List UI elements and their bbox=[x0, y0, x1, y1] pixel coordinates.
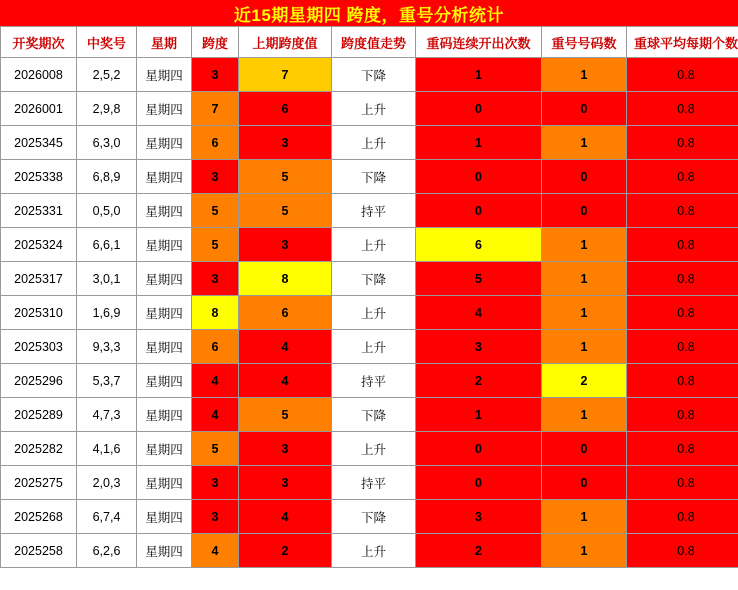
cell-numbers: 2,9,8 bbox=[77, 92, 137, 126]
column-header-period: 开奖期次 bbox=[1, 27, 77, 58]
table-row bbox=[1, 432, 738, 466]
cell-repeat-count: 1 bbox=[542, 398, 627, 432]
cell-repeat-count: 1 bbox=[542, 330, 627, 364]
cell-span: 8 bbox=[192, 296, 239, 330]
table-row bbox=[1, 160, 738, 194]
cell-period: 2025268 bbox=[1, 500, 77, 534]
page-title: 近15期星期四 跨度，重号分析统计 bbox=[0, 0, 738, 26]
cell-numbers: 6,6,1 bbox=[77, 228, 137, 262]
cell-repeat-count: 1 bbox=[542, 126, 627, 160]
cell-span: 3 bbox=[192, 58, 239, 92]
cell-numbers: 4,1,6 bbox=[77, 432, 137, 466]
cell-period: 2025317 bbox=[1, 262, 77, 296]
cell-repeat-times: 0 bbox=[416, 92, 542, 126]
column-header-trend: 跨度值走势 bbox=[332, 27, 416, 58]
cell-weekday: 星期四 bbox=[137, 92, 192, 126]
cell-span: 4 bbox=[192, 534, 239, 568]
cell-trend: 上升 bbox=[332, 330, 416, 364]
cell-weekday: 星期四 bbox=[137, 398, 192, 432]
cell-numbers: 6,3,0 bbox=[77, 126, 137, 160]
cell-span: 5 bbox=[192, 432, 239, 466]
cell-numbers: 5,3,7 bbox=[77, 364, 137, 398]
cell-weekday: 星期四 bbox=[137, 160, 192, 194]
table-row bbox=[1, 228, 738, 262]
cell-weekday: 星期四 bbox=[137, 228, 192, 262]
cell-numbers: 6,8,9 bbox=[77, 160, 137, 194]
cell-weekday: 星期四 bbox=[137, 534, 192, 568]
cell-repeat-count: 1 bbox=[542, 262, 627, 296]
cell-trend: 上升 bbox=[332, 432, 416, 466]
cell-span: 7 bbox=[192, 92, 239, 126]
cell-average: 0.8 bbox=[627, 330, 738, 364]
cell-period: 2025258 bbox=[1, 534, 77, 568]
cell-repeat-count: 0 bbox=[542, 160, 627, 194]
cell-period: 2025324 bbox=[1, 228, 77, 262]
table-row bbox=[1, 534, 738, 568]
cell-repeat-times: 5 bbox=[416, 262, 542, 296]
cell-prev-span: 2 bbox=[239, 534, 332, 568]
cell-numbers: 1,6,9 bbox=[77, 296, 137, 330]
cell-numbers: 6,2,6 bbox=[77, 534, 137, 568]
cell-trend: 上升 bbox=[332, 534, 416, 568]
cell-average: 0.8 bbox=[627, 534, 738, 568]
cell-repeat-times: 0 bbox=[416, 160, 542, 194]
cell-average: 0.8 bbox=[627, 296, 738, 330]
cell-repeat-count: 1 bbox=[542, 534, 627, 568]
cell-trend: 上升 bbox=[332, 228, 416, 262]
cell-numbers: 4,7,3 bbox=[77, 398, 137, 432]
cell-span: 3 bbox=[192, 160, 239, 194]
cell-trend: 上升 bbox=[332, 296, 416, 330]
column-header-prev-span: 上期跨度值 bbox=[239, 27, 332, 58]
cell-prev-span: 6 bbox=[239, 92, 332, 126]
cell-span: 6 bbox=[192, 330, 239, 364]
table-row bbox=[1, 194, 738, 228]
cell-repeat-count: 0 bbox=[542, 466, 627, 500]
cell-repeat-times: 1 bbox=[416, 58, 542, 92]
cell-span: 3 bbox=[192, 262, 239, 296]
cell-average: 0.8 bbox=[627, 160, 738, 194]
cell-prev-span: 4 bbox=[239, 330, 332, 364]
table-row bbox=[1, 466, 738, 500]
cell-trend: 下降 bbox=[332, 160, 416, 194]
cell-trend: 下降 bbox=[332, 398, 416, 432]
cell-numbers: 2,5,2 bbox=[77, 58, 137, 92]
cell-prev-span: 4 bbox=[239, 364, 332, 398]
cell-average: 0.8 bbox=[627, 364, 738, 398]
cell-period: 2025331 bbox=[1, 194, 77, 228]
cell-span: 6 bbox=[192, 126, 239, 160]
cell-prev-span: 8 bbox=[239, 262, 332, 296]
cell-repeat-times: 0 bbox=[416, 194, 542, 228]
cell-span: 3 bbox=[192, 466, 239, 500]
table-row bbox=[1, 398, 738, 432]
cell-span: 5 bbox=[192, 228, 239, 262]
cell-trend: 上升 bbox=[332, 92, 416, 126]
cell-repeat-times: 2 bbox=[416, 534, 542, 568]
statistics-table bbox=[0, 26, 738, 568]
cell-numbers: 2,0,3 bbox=[77, 466, 137, 500]
cell-trend: 上升 bbox=[332, 126, 416, 160]
cell-average: 0.8 bbox=[627, 432, 738, 466]
column-header-repeat-count: 重号号码数 bbox=[542, 27, 627, 58]
cell-repeat-count: 0 bbox=[542, 92, 627, 126]
cell-numbers: 0,5,0 bbox=[77, 194, 137, 228]
cell-repeat-times: 2 bbox=[416, 364, 542, 398]
cell-weekday: 星期四 bbox=[137, 296, 192, 330]
cell-span: 3 bbox=[192, 500, 239, 534]
cell-trend: 下降 bbox=[332, 262, 416, 296]
cell-weekday: 星期四 bbox=[137, 500, 192, 534]
header-row bbox=[1, 27, 738, 58]
cell-period: 2025289 bbox=[1, 398, 77, 432]
cell-trend: 持平 bbox=[332, 364, 416, 398]
cell-trend: 持平 bbox=[332, 466, 416, 500]
cell-prev-span: 6 bbox=[239, 296, 332, 330]
column-header-numbers: 中奖号 bbox=[77, 27, 137, 58]
cell-average: 0.8 bbox=[627, 92, 738, 126]
cell-repeat-times: 1 bbox=[416, 398, 542, 432]
cell-weekday: 星期四 bbox=[137, 330, 192, 364]
cell-span: 4 bbox=[192, 398, 239, 432]
cell-prev-span: 3 bbox=[239, 228, 332, 262]
table-row bbox=[1, 364, 738, 398]
column-header-weekday: 星期 bbox=[137, 27, 192, 58]
cell-repeat-times: 6 bbox=[416, 228, 542, 262]
cell-average: 0.8 bbox=[627, 262, 738, 296]
cell-repeat-count: 1 bbox=[542, 58, 627, 92]
cell-repeat-times: 4 bbox=[416, 296, 542, 330]
table-row bbox=[1, 262, 738, 296]
cell-prev-span: 7 bbox=[239, 58, 332, 92]
cell-prev-span: 3 bbox=[239, 466, 332, 500]
table-body bbox=[1, 58, 738, 568]
table-row bbox=[1, 58, 738, 92]
table-row bbox=[1, 330, 738, 364]
cell-repeat-count: 1 bbox=[542, 228, 627, 262]
cell-weekday: 星期四 bbox=[137, 126, 192, 160]
cell-period: 2026008 bbox=[1, 58, 77, 92]
table-row bbox=[1, 126, 738, 160]
cell-repeat-count: 0 bbox=[542, 432, 627, 466]
cell-weekday: 星期四 bbox=[137, 262, 192, 296]
cell-average: 0.8 bbox=[627, 194, 738, 228]
table-row bbox=[1, 500, 738, 534]
cell-repeat-count: 1 bbox=[542, 500, 627, 534]
cell-weekday: 星期四 bbox=[137, 432, 192, 466]
cell-trend: 持平 bbox=[332, 194, 416, 228]
cell-repeat-times: 0 bbox=[416, 466, 542, 500]
cell-weekday: 星期四 bbox=[137, 364, 192, 398]
cell-repeat-times: 0 bbox=[416, 432, 542, 466]
table-row bbox=[1, 296, 738, 330]
cell-span: 4 bbox=[192, 364, 239, 398]
cell-repeat-times: 3 bbox=[416, 330, 542, 364]
cell-trend: 下降 bbox=[332, 500, 416, 534]
cell-prev-span: 5 bbox=[239, 398, 332, 432]
table-header bbox=[1, 27, 738, 58]
cell-period: 2025282 bbox=[1, 432, 77, 466]
column-header-repeat-times: 重码连续开出次数 bbox=[416, 27, 542, 58]
cell-numbers: 6,7,4 bbox=[77, 500, 137, 534]
cell-numbers: 3,0,1 bbox=[77, 262, 137, 296]
cell-prev-span: 5 bbox=[239, 194, 332, 228]
cell-period: 2025310 bbox=[1, 296, 77, 330]
cell-prev-span: 4 bbox=[239, 500, 332, 534]
cell-average: 0.8 bbox=[627, 500, 738, 534]
cell-weekday: 星期四 bbox=[137, 466, 192, 500]
cell-period: 2025345 bbox=[1, 126, 77, 160]
cell-weekday: 星期四 bbox=[137, 58, 192, 92]
cell-average: 0.8 bbox=[627, 58, 738, 92]
cell-average: 0.8 bbox=[627, 466, 738, 500]
cell-average: 0.8 bbox=[627, 398, 738, 432]
cell-numbers: 9,3,3 bbox=[77, 330, 137, 364]
cell-period: 2025296 bbox=[1, 364, 77, 398]
cell-repeat-count: 2 bbox=[542, 364, 627, 398]
cell-span: 5 bbox=[192, 194, 239, 228]
cell-repeat-times: 3 bbox=[416, 500, 542, 534]
cell-weekday: 星期四 bbox=[137, 194, 192, 228]
cell-average: 0.8 bbox=[627, 126, 738, 160]
cell-period: 2026001 bbox=[1, 92, 77, 126]
cell-period: 2025338 bbox=[1, 160, 77, 194]
cell-prev-span: 5 bbox=[239, 160, 332, 194]
cell-period: 2025275 bbox=[1, 466, 77, 500]
cell-period: 2025303 bbox=[1, 330, 77, 364]
cell-repeat-times: 1 bbox=[416, 126, 542, 160]
column-header-avg: 重球平均每期个数 bbox=[627, 27, 738, 58]
cell-trend: 下降 bbox=[332, 58, 416, 92]
cell-average: 0.8 bbox=[627, 228, 738, 262]
column-header-span: 跨度 bbox=[192, 27, 239, 58]
cell-repeat-count: 0 bbox=[542, 194, 627, 228]
cell-prev-span: 3 bbox=[239, 432, 332, 466]
cell-repeat-count: 1 bbox=[542, 296, 627, 330]
table-row bbox=[1, 92, 738, 126]
cell-prev-span: 3 bbox=[239, 126, 332, 160]
